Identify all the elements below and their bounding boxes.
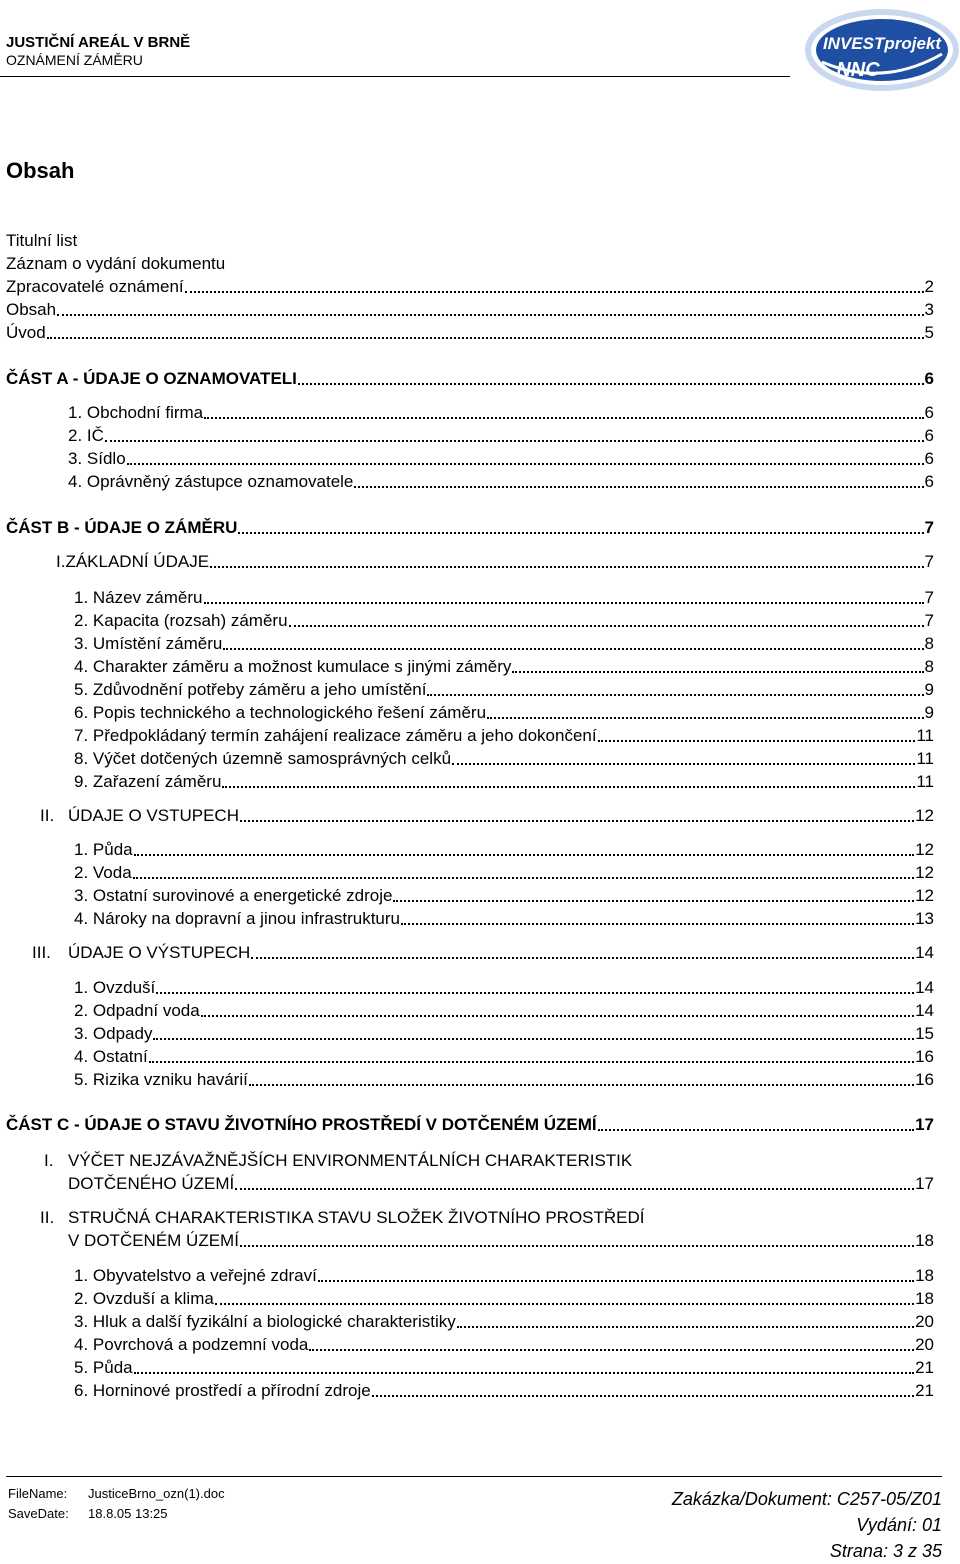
toc-entry[interactable] bbox=[74, 609, 934, 631]
toc-entry-label: 2. Voda bbox=[74, 863, 132, 882]
dot-leader bbox=[127, 463, 924, 465]
dot-leader bbox=[240, 820, 914, 822]
toc-entry[interactable] bbox=[74, 770, 934, 792]
toc-entry-label: ČÁST C - ÚDAJE O STAVU ŽIVOTNÍHO PROSTŘEDÍ V DOTČENÉM ÚZEMÍ bbox=[6, 1115, 597, 1134]
dot-leader bbox=[249, 1084, 914, 1086]
toc-entry-page: 3 bbox=[924, 300, 934, 319]
toc-entry-page: 11 bbox=[916, 772, 934, 791]
toc-entry-page: 21 bbox=[915, 1358, 934, 1377]
dot-leader bbox=[201, 1015, 914, 1017]
header-divider bbox=[0, 76, 790, 77]
toc-entry-page: 8 bbox=[924, 657, 934, 676]
toc-entry-label: 8. Výčet dotčených územně samosprávných celků bbox=[74, 749, 452, 768]
toc-entry-label: 4. Oprávněný zástupce oznamovatele bbox=[68, 472, 354, 491]
toc-entry[interactable] bbox=[74, 1045, 934, 1067]
logo-line-2: NNC bbox=[836, 59, 880, 81]
toc-entry[interactable] bbox=[74, 724, 934, 746]
toc-entry-page: 2 bbox=[924, 277, 934, 296]
dot-leader bbox=[223, 648, 923, 650]
toc-entry[interactable] bbox=[68, 1206, 645, 1228]
dot-leader bbox=[238, 532, 923, 534]
investprojekt-logo bbox=[792, 4, 960, 92]
dot-leader bbox=[318, 1280, 914, 1282]
toc-entry[interactable] bbox=[68, 424, 934, 446]
dot-leader bbox=[598, 740, 916, 742]
toc-entry[interactable] bbox=[74, 1022, 934, 1044]
dot-leader bbox=[133, 877, 914, 879]
dot-leader bbox=[512, 671, 923, 673]
toc-section-numeral: II. bbox=[40, 806, 55, 825]
toc-entry-page: 21 bbox=[915, 1381, 934, 1400]
toc-entry-page: 11 bbox=[916, 726, 934, 745]
toc-entry-page: 14 bbox=[915, 1001, 934, 1020]
dot-leader bbox=[598, 1129, 914, 1131]
toc-entry-label: Obsah bbox=[6, 300, 57, 319]
toc-entry[interactable] bbox=[68, 804, 934, 826]
toc-entry[interactable] bbox=[74, 884, 934, 906]
toc-entry[interactable] bbox=[74, 976, 934, 998]
toc-entry[interactable] bbox=[74, 1356, 934, 1378]
header-title: JUSTIČNÍ AREÁL V BRNĚ bbox=[6, 34, 191, 51]
dot-leader bbox=[57, 314, 923, 316]
toc-entry[interactable] bbox=[68, 1229, 934, 1251]
toc-entry[interactable] bbox=[74, 999, 934, 1021]
toc-entry-label: Zpracovatelé oznámení bbox=[6, 277, 184, 296]
dot-leader bbox=[401, 923, 914, 925]
toc-entry-label: DOTČENÉHO ÚZEMÍ bbox=[68, 1174, 235, 1193]
toc-entry-label: 1. Název záměru bbox=[74, 588, 203, 607]
edition-number: Vydání: 01 bbox=[856, 1515, 942, 1535]
dot-leader bbox=[204, 602, 924, 604]
toc-section-numeral: III. bbox=[32, 943, 51, 962]
dot-leader bbox=[298, 383, 924, 385]
toc-entry-label: 6. Popis technického a technologického řešení záměru bbox=[74, 703, 487, 722]
toc-entry-page: 7 bbox=[924, 588, 934, 607]
toc-entry[interactable] bbox=[6, 516, 934, 538]
toc-entry[interactable] bbox=[74, 907, 934, 929]
toc-entry-label: 3. Umístění záměru bbox=[74, 634, 223, 653]
toc-entry-label: ÚDAJE O VSTUPECH bbox=[68, 806, 239, 825]
toc-entry-label: ČÁST A - ÚDAJE O OZNAMOVATELI bbox=[6, 369, 297, 388]
toc-entry-page: 17 bbox=[915, 1174, 934, 1193]
toc-entry[interactable] bbox=[68, 401, 934, 423]
toc-entry[interactable] bbox=[6, 229, 77, 251]
toc-entry-label: 5. Rizika vzniku havárií bbox=[74, 1070, 248, 1089]
toc-entry-page: 9 bbox=[924, 680, 934, 699]
dot-leader bbox=[134, 1372, 914, 1374]
toc-entry-label: 4. Povrchová a podzemní voda bbox=[74, 1335, 309, 1354]
toc-entry-label: 2. Ovzduší a klima bbox=[74, 1289, 214, 1308]
toc-section-numeral: I. bbox=[44, 1151, 54, 1170]
toc-entry[interactable] bbox=[74, 747, 934, 769]
footer-document-info bbox=[672, 1486, 942, 1564]
toc-entry[interactable] bbox=[68, 941, 934, 963]
dot-leader bbox=[210, 566, 923, 568]
toc-entry-label: 5. Zdůvodnění potřeby záměru a jeho umístění bbox=[74, 680, 427, 699]
toc-entry-page: 6 bbox=[924, 369, 934, 388]
dot-leader bbox=[185, 291, 924, 293]
toc-entry[interactable] bbox=[6, 1113, 934, 1135]
toc-entry-label: 1. Obyvatelstvo a veřejné zdraví bbox=[74, 1266, 317, 1285]
toc-entry-label: Titulní list bbox=[6, 231, 78, 250]
toc-entry-page: 12 bbox=[915, 886, 934, 905]
toc-entry-page: 12 bbox=[915, 840, 934, 859]
toc-entry-label: 4. Charakter záměru a možnost kumulace s jinými záměry bbox=[74, 657, 512, 676]
toc-entry-page: 7 bbox=[924, 611, 934, 630]
toc-entry-label: 1. Půda bbox=[74, 840, 133, 859]
toc-entry-page: 16 bbox=[915, 1047, 934, 1066]
toc-entry-label: V DOTČENÉM ÚZEMÍ bbox=[68, 1231, 239, 1250]
dot-leader bbox=[354, 486, 923, 488]
footer-file-info bbox=[8, 1484, 225, 1524]
footer-divider bbox=[6, 1476, 942, 1477]
toc-title: Obsah bbox=[6, 158, 75, 183]
toc-entry-page: 6 bbox=[924, 403, 934, 422]
header-subtitle: OZNÁMENÍ ZÁMĚRU bbox=[6, 52, 143, 68]
toc-entry-page: 18 bbox=[915, 1231, 934, 1250]
toc-entry-label: 5. Půda bbox=[74, 1358, 133, 1377]
toc-entry[interactable] bbox=[68, 470, 934, 492]
toc-entry[interactable] bbox=[68, 1149, 632, 1171]
toc-entry-label: 4. Nároky na dopravní a jinou infrastrukturu bbox=[74, 909, 401, 928]
toc-entry-page: 12 bbox=[915, 806, 934, 825]
dot-leader bbox=[222, 786, 915, 788]
toc-entry-page: 11 bbox=[916, 749, 934, 768]
toc-entry[interactable] bbox=[74, 838, 934, 860]
dot-leader bbox=[149, 1061, 914, 1063]
dot-leader bbox=[393, 900, 914, 902]
toc-entry[interactable] bbox=[74, 701, 934, 723]
savedate-label: SaveDate: bbox=[8, 1506, 69, 1521]
savedate-value: 18.8.05 13:25 bbox=[88, 1506, 168, 1521]
toc-entry[interactable] bbox=[68, 447, 934, 469]
toc-entry-page: 14 bbox=[915, 978, 934, 997]
toc-entry[interactable] bbox=[74, 632, 934, 654]
dot-leader bbox=[240, 1245, 914, 1247]
toc-entry-label: 3. Hluk a další fyzikální a biologické charakteristiky bbox=[74, 1312, 456, 1331]
toc-entry[interactable] bbox=[74, 678, 934, 700]
page-number: Strana: 3 z 35 bbox=[829, 1541, 942, 1561]
toc-entry-page: 9 bbox=[924, 703, 934, 722]
dot-leader bbox=[134, 854, 914, 856]
toc-entry-label: ÚDAJE O VÝSTUPECH bbox=[68, 943, 251, 962]
toc-entry-label: 2. Kapacita (rozsah) záměru bbox=[74, 611, 288, 630]
toc-entry-page: 20 bbox=[915, 1335, 934, 1354]
toc-entry-page: 18 bbox=[915, 1289, 934, 1308]
dot-leader bbox=[105, 440, 924, 442]
toc-entry[interactable] bbox=[6, 298, 934, 320]
toc-entry-page: 13 bbox=[915, 909, 934, 928]
toc-entry-page: 14 bbox=[915, 943, 934, 962]
filename-value: JusticeBrno_ozn(1).doc bbox=[88, 1486, 225, 1501]
toc-entry-page: 12 bbox=[915, 863, 934, 882]
toc-entry-page: 7 bbox=[924, 518, 934, 537]
toc-entry[interactable] bbox=[74, 655, 934, 677]
dot-leader bbox=[156, 992, 914, 994]
toc-entry-label: 7. Předpokládaný termín zahájení realizace záměru a jeho dokončení bbox=[74, 726, 597, 745]
toc-section-numeral: II. bbox=[40, 1208, 55, 1227]
order-number: Zakázka/Dokument: C257-05/Z01 bbox=[671, 1489, 942, 1509]
toc-entry[interactable] bbox=[74, 1310, 934, 1332]
toc-entry-page: 6 bbox=[924, 472, 934, 491]
dot-leader bbox=[427, 694, 923, 696]
toc-entry[interactable] bbox=[6, 367, 934, 389]
dot-leader bbox=[372, 1395, 914, 1397]
toc-entry-page: 20 bbox=[915, 1312, 934, 1331]
toc-entry-page: 18 bbox=[915, 1266, 934, 1285]
toc-entry[interactable] bbox=[74, 1287, 934, 1309]
toc-entry[interactable] bbox=[74, 1379, 934, 1401]
toc-entry-page: 16 bbox=[915, 1070, 934, 1089]
dot-leader bbox=[47, 337, 924, 339]
dot-leader bbox=[309, 1349, 914, 1351]
toc-entry-page: 8 bbox=[924, 634, 934, 653]
toc-entry[interactable] bbox=[6, 252, 225, 274]
dot-leader bbox=[457, 1326, 914, 1328]
document-header bbox=[6, 34, 190, 69]
toc-entry-label: 1. Ovzduší bbox=[74, 978, 156, 997]
toc-entry[interactable] bbox=[74, 586, 934, 608]
toc-entry[interactable] bbox=[56, 550, 934, 572]
toc-entry-label: 6. Horninové prostředí a přírodní zdroje bbox=[74, 1381, 371, 1400]
toc-entry-label: 3. Ostatní surovinové a energetické zdroje bbox=[74, 886, 393, 905]
dot-leader bbox=[251, 957, 914, 959]
dot-leader bbox=[487, 717, 924, 719]
toc-entry[interactable] bbox=[74, 861, 934, 883]
toc-entry[interactable] bbox=[6, 321, 934, 343]
toc-entry-label: VÝČET NEJZÁVAŽNĚJŠÍCH ENVIRONMENTÁLNÍCH CHARAKTERISTIK bbox=[68, 1151, 633, 1170]
toc-entry-page: 7 bbox=[924, 552, 934, 571]
toc-entry-label: Záznam o vydání dokumentu bbox=[6, 254, 226, 273]
toc-entry-label: 1. Obchodní firma bbox=[68, 403, 204, 422]
toc-entry-page: 6 bbox=[924, 449, 934, 468]
toc-entry-label: ČÁST B - ÚDAJE O ZÁMĚRU bbox=[6, 518, 238, 537]
toc-entry-page: 6 bbox=[924, 426, 934, 445]
toc-entry-label: Úvod bbox=[6, 323, 46, 342]
toc-entry-page: 15 bbox=[915, 1024, 934, 1043]
filename-label: FileName: bbox=[8, 1486, 68, 1501]
toc-entry-page: 17 bbox=[915, 1115, 934, 1134]
toc-entry-label: 2. IČ bbox=[68, 426, 104, 445]
toc-entry-label: I.ZÁKLADNÍ ÚDAJE bbox=[56, 552, 210, 571]
toc-entry-page: 5 bbox=[924, 323, 934, 342]
dot-leader bbox=[204, 417, 923, 419]
toc-entry-label: 3. Odpady bbox=[74, 1024, 153, 1043]
dot-leader bbox=[235, 1188, 914, 1190]
dot-leader bbox=[215, 1303, 914, 1305]
logo-line-1: INVESTprojekt bbox=[822, 34, 942, 53]
dot-leader bbox=[452, 763, 915, 765]
toc-entry-label: 4. Ostatní bbox=[74, 1047, 148, 1066]
toc-entry[interactable] bbox=[74, 1264, 934, 1286]
toc-entry[interactable] bbox=[74, 1068, 934, 1090]
dot-leader bbox=[153, 1038, 914, 1040]
toc-entry-label: 9. Zařazení záměru bbox=[74, 772, 222, 791]
toc-entry-label: 2. Odpadní voda bbox=[74, 1001, 200, 1020]
toc-entry[interactable] bbox=[74, 1333, 934, 1355]
toc-entry[interactable] bbox=[6, 275, 934, 297]
toc-entry[interactable] bbox=[68, 1172, 934, 1194]
toc-entry-label: 3. Sídlo bbox=[68, 449, 126, 468]
toc-entry-label: STRUČNÁ CHARAKTERISTIKA STAVU SLOŽEK ŽIVOTNÍHO PROSTŘEDÍ bbox=[68, 1208, 645, 1227]
dot-leader bbox=[289, 625, 924, 627]
